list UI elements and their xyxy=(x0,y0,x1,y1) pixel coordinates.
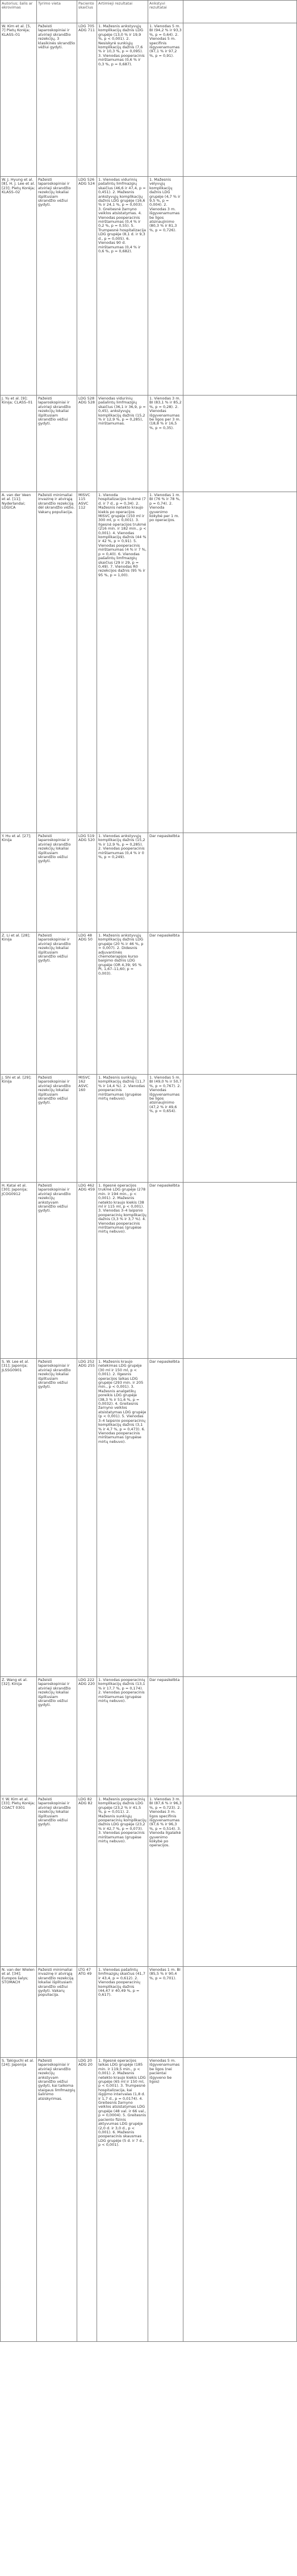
cell-empty xyxy=(183,833,297,933)
cell-long-term: Vienodas 1 m. BI (85,5 % ir 90,4 %, p = 0,701). xyxy=(148,1967,183,2058)
cell-site: Pažeisti laparoskopiniai ir atvirieji skrandžio rezekcijų ankstyvam skrandžio vėžiui gydyti, kai taikoma staigaus limfmazgių šalinimo atsiskyrimas. xyxy=(37,2058,77,2342)
cell-patients: LDG 20 ADG 20 xyxy=(77,2058,97,2342)
cell-patients: LDG 528 ADG 528 xyxy=(77,396,97,492)
table-row xyxy=(1,1796,297,1967)
cell-patients: MISVC 115 ASVC 112 xyxy=(77,492,97,833)
cell-short-term: 1. Mažesnis pooperacinių komplikacijų dažnis LDG grupėje (23,2 % ir 41,5 %, p = 0,011). 2. Mažesnis sunkiųjų pooperacinių komplikacijų dažnis LDG grupėje (23,2 % ir 42,7 %, p = 0,073). 3. Vienodas pooperacinis mirštamumas (grupėse mirtų nebuvo). xyxy=(97,1796,148,1967)
cell-site: Pažeisti laparoskopiniai ir atvirieji skrandžio rezekcijų lokaliai išplitusiam skrandžio vėžiui gydyti. xyxy=(37,933,77,1075)
cell-empty xyxy=(183,933,297,1075)
cell-patients: LDG 48 ADG 50 xyxy=(77,933,97,1075)
table-row xyxy=(1,1359,297,1677)
cell-author: H. Katai et al. [30]; Japonija; JCOG0912 xyxy=(1,1183,37,1359)
cell-patients: LDG 82 ADG 82 xyxy=(77,1796,97,1967)
cell-long-term: Dar nepaskelbta xyxy=(148,1359,183,1677)
cell-empty xyxy=(183,396,297,492)
cell-patients: LDG 526 ADG 524 xyxy=(77,177,97,396)
cell-short-term: 1. Mažesnis ankstyvųjų komplikacijų dažnis LDG grupėje (20 % ir 46 %, p = 0,007). 2. Didesnis adjuvantinės chemoterapijos kurso baigimo dažnis LDG grupėje (OR 4,39; 95 % PI, 1,67–11,60; p = 0,003). xyxy=(97,933,148,1075)
table-row xyxy=(1,23,297,177)
cell-long-term: Dar nepaskelbta xyxy=(148,833,183,933)
table-row xyxy=(1,2058,297,2342)
cell-site: Pažeisti minimaliai invazinę ir atvirąją skrandžio rezekciją dėl skrandžio vėžio. Vakarų populiacija. xyxy=(37,492,77,833)
cell-patients: LDG 705 ADG 711 xyxy=(77,23,97,177)
cell-author: W. Kim et al. [5, 7] Pietų Korėja; KLASS–01 xyxy=(1,23,37,177)
header-short-term: Artimieji rezultatai xyxy=(97,1,148,23)
header-site: Tyrimo vieta xyxy=(37,1,77,23)
cell-short-term: 1. Ilgesnė operacijos laikas LDG grupėje (185 min. ir 119,5 min., p < 0,001). 2. Mažesnis netekto kraujo kiekis LDG grupėje (65 ml ir 150 ml, p < 0,001). 3. Trumpesnė hospitalizacija, kai išgijimo intervalas (1,8 d. ir 1,7 d., p = 0,0174). 4. Greitesnis žarnyno veiklos atsistatymas LDG grupėje (48 val. ir 66 val., p = 0,0004). 5. Greitesnis paciento fizinis aktyvumas LDG grupėje (2,0 d. ir 3,0 d., p < 0,001). 6. Mažesnis pooperacinis skausmas LDG grupėje (5 d. ir 7 d., p < 0,001). xyxy=(97,2058,148,2342)
cell-empty xyxy=(183,1359,297,1677)
cell-site: Pažeisti laparoskopiniai ir atvirieji skrandžio rezekcijų lokaliai išplitusiam skrandžio vėžiui gydyti. xyxy=(37,1359,77,1677)
cell-empty xyxy=(183,1183,297,1359)
cell-short-term: 1. Mažesnis ankstyvųjų komplikacijų dažnis LDG grupėje (13,0 % ir 19,9 %, p < 0,001). 2. Nesiskyrė sunkiųjų komplikacijų dažnis (7,6 % ir 10,3 %, p = 0,095). 3. Vienodas pooperacinis mirštamumas (0,6 % ir 0,3 %, p = 0,687). xyxy=(97,23,148,177)
header-author: Autorius; šalis ar ekrovimas xyxy=(1,1,37,23)
table-row xyxy=(1,177,297,396)
cell-long-term: 1. Vienodas 5 m. BI (49,0 % ir 50,7 %, p = 0,767). 2. Vienodas išgyvenamumas be ligos atsinaujinimo (47,2 % ir 49,6 %, p = 0,654). xyxy=(148,1075,183,1183)
cell-author: Y. Hu et al. [27]; Kinija xyxy=(1,833,37,933)
cell-site: Pažeisti minimaliai invazinę ir atvirąją skrandžio rezekciją lokaliai išplitusiam skrandžio vėžiui gydyti. Vakarų populiacija. xyxy=(37,1967,77,2058)
cell-author: J. Yu et al. [9]; Kinija; CLASS–01 xyxy=(1,396,37,492)
cell-author: N. van der Wielen et al. [34]; Europos šalys; STOMACH xyxy=(1,1967,37,2058)
cell-empty xyxy=(183,1796,297,1967)
cell-short-term: Vienodas vidurinių pašalintų limfmazgių skaičius (36,1 ir 36,9, p = 0,45), ankstyvųjų komplikacijų dažnis (15,2 % ir 12,9 %, p = 0,285), mirštamumas. xyxy=(97,396,148,492)
cell-empty xyxy=(183,2058,297,2342)
cell-site: Pažeisti laparoskopiniai ir atvirieji skrandžio rezekcijų lokaliai išplitusiam skrandžio vėžiui gydyti. xyxy=(37,1796,77,1967)
table-row xyxy=(1,933,297,1075)
cell-author: W. J. Hyung et al. [8], H. J. Lee et al. [23]; Pietų Korėja; KLASS–02 xyxy=(1,177,37,396)
cell-short-term: 1. Vienoda hospitalizacijos trukmė (7 d. ir 7 d., p = 0,34). 2. Mažesnis netekto kraujo kiekis po operacijos MISVC grupėje (150 ml ir 300 ml, p < 0,001). 3. Ilgesnė operacijos trukmė (216 min. ir 182 min., p < 0,001). 4. Vienodas komplikacijų dažnis (44 % ir 42 %, p = 0,91). 5. Vienodas pooperacinis mirštamumas (4 % ir 7 %, p = 0,40). 6. Vienodas pašalintų limfmazgių skaičius (29 ir 29, p = 0,49). 7. Vienodas R0 rezekcijos dažnis (95 % ir 95 %, p = 1,00). xyxy=(97,492,148,833)
cell-short-term: 1. Vienodas pašalintų limfmazgių skaičius (41,7 ir 43,4, p = 0,612). 2. Vienodas pooperacinių komplikacijų dažnis (44,47 ir 40,49 %, p = 0,617). xyxy=(97,1967,148,2058)
cell-patients: MISVC 162 ASVC 160 xyxy=(77,1075,97,1183)
cell-author: S. W. Lee et al. [31]; Japonija; JLSSG0901 xyxy=(1,1359,37,1677)
cell-short-term: 1. Ilgesnė operacijos trukmė LDG grupėje (278 min. ir 194 min., p < 0,001). 2. Mažesnis netekto kraujo kiekis (38 ml ir 115 ml, p < 0,001). 3. Vienodas 3–4 laipsnio pooperacinių komplikacijų dažnis (3,3 % ir 3,7 %). 4. Vienodas pooperacinis mirštamumas (grupėse mirtų nebuvo). xyxy=(97,1183,148,1359)
cell-empty xyxy=(183,492,297,833)
cell-long-term: 1. Vienodas 1 m. BI (76 % ir 78 %, p = 0,74). 2. Vienoda gyvenimo kokybė per 1 m. po operacijos. xyxy=(148,492,183,833)
table-row xyxy=(1,1967,297,2058)
table-row xyxy=(1,396,297,492)
table-row xyxy=(1,833,297,933)
cell-site: Pažeisti laparoskopiniai ir atvirieji skrandžio rezekcijų lokaliai išplitusiam skrandžio vėžiui gydyti. xyxy=(37,833,77,933)
table-row xyxy=(1,492,297,833)
cell-short-term: 1. Mažesnis kraujo netekimas LDG grupėje (30 ml ir 150 ml, p < 0,001). 2. Ilgesnis operacijos laikas LDG grupėje (293 min. ir 205 min., p < 0,001). 3. Mažesnis analgetikų poreikis LDG grupėje (38,3 % ir 51,6 %, p = 0,0032). 4. Greitesnis žarnyno veiklos atsistatymas LDG grupėje (p < 0,001). 5. Vienodas 3–4 laipsnio pooperacinių komplikacijų dažnis (3,1 % ir 4,7 %, p = 0,473). 6. Vienodas pooperacinis mirštamumas (grupėse mirtų nebuvo). xyxy=(97,1359,148,1677)
cell-short-term: 1. Vienodas ankstyvųjų komplikacijų dažnis (15,2 % ir 12,9 %, p = 0,285). 2. Vienodas pooperacinis mirštamumas (0,4 % ir 0 %, p = 0,249). xyxy=(97,833,148,933)
cell-patients: LDG 252 ADG 255 xyxy=(77,1359,97,1677)
cell-long-term: 1. Vienodas 3 m. BI (87,6 % ir 96,3 %, p = 0,723). 2. Vienodas 3 m. ligos specifinis išgyvenamumas (97,6 % ir 96,3 %, p = 0,514). 3. Vienoda ilgalaikė gyvenimo kokybė po operacijos. xyxy=(148,1796,183,1967)
cell-site: Pažeisti laparoskopiniai ir atvirieji skrandžio rezekcijų, 3 klasikinės skrandžio vėžiui gydyti. xyxy=(37,23,77,177)
cell-short-term: 1. Vienodas pooperacinių komplikacijų dažnis (13,1 % ir 17,7 %, p = 0,174). 2. Vienodas pooperacinis mirštamumas (grupėse mirtų nebuvo). xyxy=(97,1677,148,1796)
cell-empty xyxy=(183,23,297,177)
cell-site: Pažeisti laparoskopiniai ir atvirieji skrandžio rezekcijų lokaliai išplitusiam skrandžio vėžiui gydyti. xyxy=(37,396,77,492)
cell-long-term: Dar nepaskelbta xyxy=(148,933,183,1075)
cell-author: Z. Li et al. [28]; Kinija xyxy=(1,933,37,1075)
cell-long-term: Vienodas 5 m. išgyvenamumas be ligos (nei pacientai išgyveno be ligos) xyxy=(148,2058,183,2342)
cell-author: S. Takiguchi et al. [24]; Japonija xyxy=(1,2058,37,2342)
cell-patients: LTG 47 ATG 49 xyxy=(77,1967,97,2058)
cell-author: Y. W. Kim et al. [33]; Pietų Korėja; COACT 0301 xyxy=(1,1796,37,1967)
cell-empty xyxy=(183,177,297,396)
cell-author: J. Shi et al. [29]; Kinija xyxy=(1,1075,37,1183)
cell-short-term: 1. Vienodas vidurinių pašalintų limfmazgių skaičius (46,6 ir 47,4, p = 0,451). 2. Mažesnis ankstyvųjų komplikacijų dažnis LDG grupėje (16,6 % ir 24,1 %, p = 0,003). 3. Greitesnė žarnyno veiklos atsistatymas. 4. Vienodas pooperacinis mirštamumas (0,4 % ir 0,2 %, p = 0,55). 5. Trumpesnė hospitalizacija LDG grupėje (8,1 d. ir 9,3 d., p = 0,005). 6. Vienodas 90 d. mirštamumas (0,4 % ir 0,6 %, p = 0,682). xyxy=(97,177,148,396)
cell-patients: LDG 519 ADG 520 xyxy=(77,833,97,933)
cell-empty xyxy=(183,1677,297,1796)
cell-long-term: Dar nepaskelbta xyxy=(148,1677,183,1796)
header-patients: Paciento skaičius xyxy=(77,1,97,23)
cell-long-term: Dar nepaskelbta xyxy=(148,1183,183,1359)
table-row xyxy=(1,1183,297,1359)
cell-long-term: 1. Vienodas 5 m. BI (94,2 % ir 93,3 %, p = 0,64). 2. Vienodas 5 m. specifinis išgyvenamumas (97,1 % ir 97,2 %, p = 0,91). xyxy=(148,23,183,177)
cell-patients: LDG 462 ADG 459 xyxy=(77,1183,97,1359)
table-row xyxy=(1,1677,297,1796)
cell-site: Pažeisti laparoskopiniai ir atvirieji skrandžio rezekcijų lokaliai išplitusiam skrandžio vėžiui gydyti. xyxy=(37,1677,77,1796)
header-empty xyxy=(183,1,297,23)
cell-site: Pažeisti laparoskopiniai ir atvirieji skrandžio rezekcijų ankstyvam skrandžio vėžiui gydyti. xyxy=(37,1183,77,1359)
cell-site: Pažeisti laparoskopiniai ir atvirieji skrandžio rezekcijų lokaliai išplitusiam skrandžio vėžiui gydyti. xyxy=(37,1075,77,1183)
cell-site: Pažeisti laparoskopiniai ir atvirieji skrandžio rezekcijų lokaliai išplitusiam skrandžio vėžiui gydyti. xyxy=(37,177,77,396)
cell-long-term: 1. Vienodas 3 m. BI (83,1 % ir 85,2 %, p = 0,28). 2. Vienodas išgyvenamumas be ligos per 3 m. (18,8 % ir 16,5 %, p = 0,35). xyxy=(148,396,183,492)
cell-empty xyxy=(183,1967,297,2058)
cell-long-term: 1. Mažesnis vėlyvųjų komplikacijų dažnis LDG grupėje (4,7 % ir 9,5 %, p = 0,004). 2. Vienodas 3 m. išgyvenamumas be ligos atsinaujinimo (80,3 % ir 81,3 %, p = 0,726). xyxy=(148,177,183,396)
table-row xyxy=(1,1075,297,1183)
cell-author: A. van der Veen et al. [11]; Nyderlandai; LOGICA xyxy=(1,492,37,833)
cell-empty xyxy=(183,1075,297,1183)
table-header-row xyxy=(1,1,297,23)
header-long-term: Ankstyvi rezultatai xyxy=(148,1,183,23)
cell-short-term: 1. Mažesnis sunkiųjų komplikacijų dažnis (11,7 % ir 14,4 %). 2. Vienodas pooperacinis mirštamumas (grupėse mirtų nebuvo). xyxy=(97,1075,148,1183)
cell-author: Z. Wang et al. [32]; Kinija xyxy=(1,1677,37,1796)
cell-patients: LDG 222 ADG 220 xyxy=(77,1677,97,1796)
